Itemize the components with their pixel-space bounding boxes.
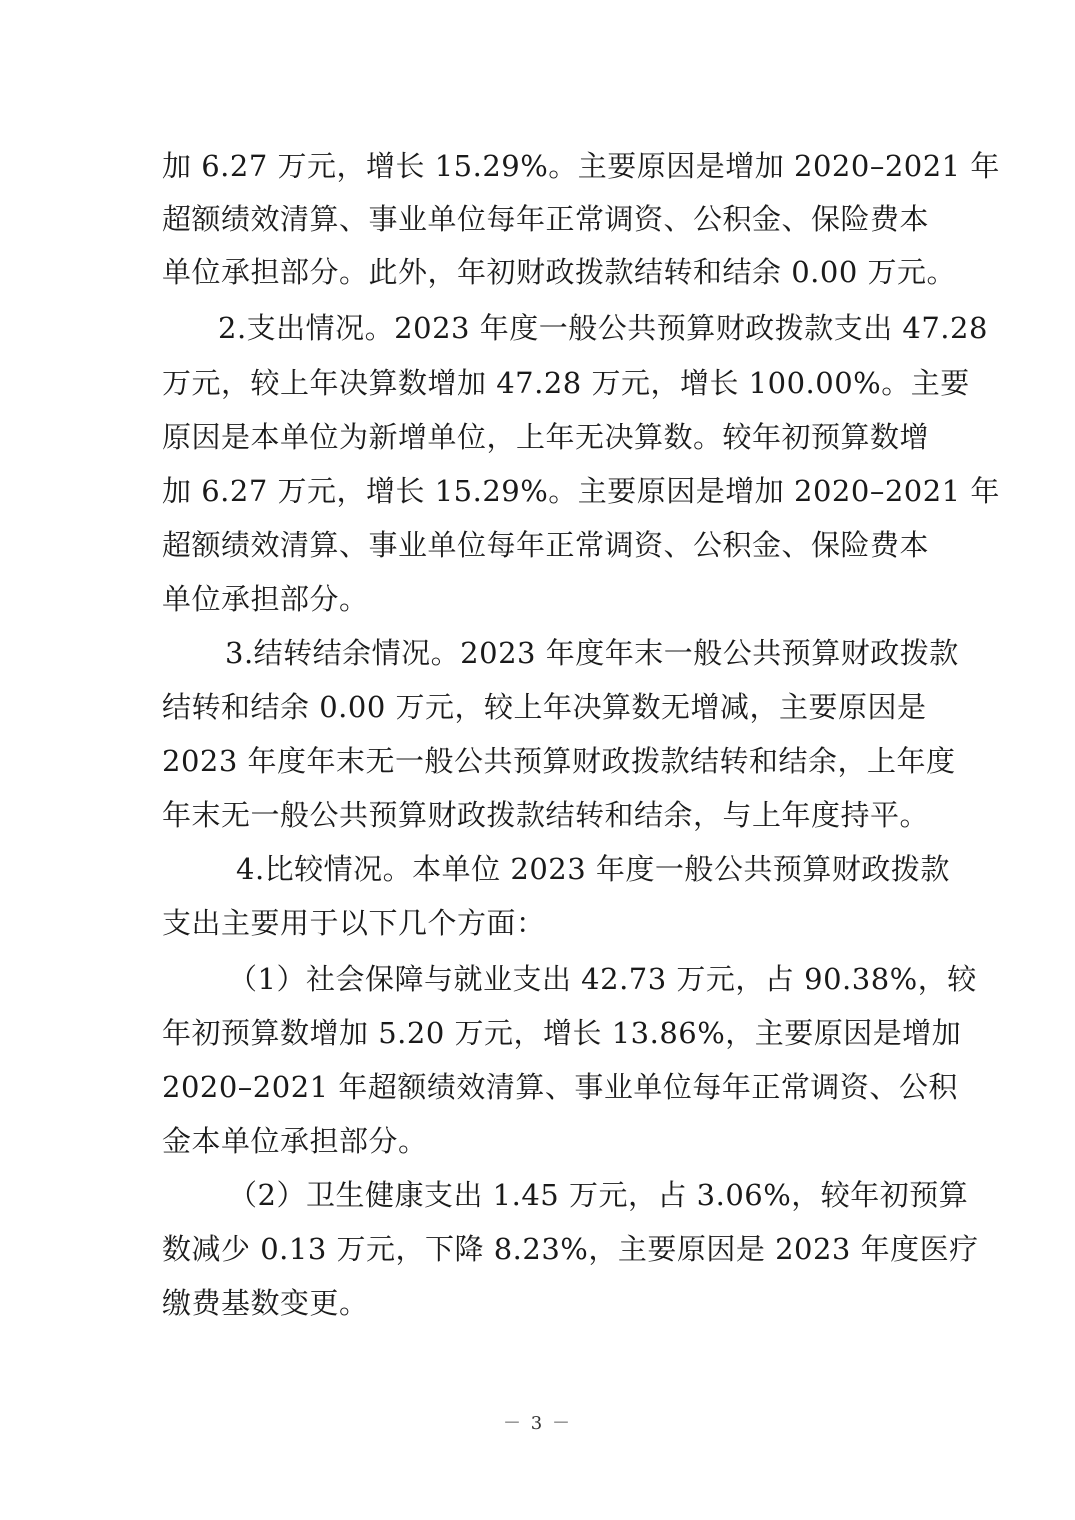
list-item-social-security: （1）社会保障与就业支出 42.73 万元，占 90.38%，较 xyxy=(228,962,977,996)
section-heading-carryover: 3.结转结余情况。2023 年度年末一般公共预算财政拨款 xyxy=(225,636,959,670)
section-heading-expenditure: 2.支出情况。2023 年度一般公共预算财政拨款支出 47.28 xyxy=(218,311,988,345)
body-line: 支出主要用于以下几个方面： xyxy=(162,906,546,940)
body-line: 金本单位承担部分。 xyxy=(162,1124,428,1158)
body-line: 数减少 0.13 万元，下降 8.23%，主要原因是 2023 年度医疗 xyxy=(162,1232,979,1266)
body-line: 加 6.27 万元，增长 15.29%。主要原因是增加 2020–2021 年 xyxy=(162,474,1000,508)
body-line: 缴费基数变更。 xyxy=(162,1286,369,1320)
body-line: 加 6.27 万元，增长 15.29%。主要原因是增加 2020–2021 年 xyxy=(162,149,1000,183)
body-line: 2023 年度年末无一般公共预算财政拨款结转和结余，上年度 xyxy=(162,744,956,778)
section-heading-comparison: 4.比较情况。本单位 2023 年度一般公共预算财政拨款 xyxy=(236,852,950,886)
body-line: 原因是本单位为新增单位，上年无决算数。较年初预算数增 xyxy=(162,420,930,454)
body-line: 结转和结余 0.00 万元，较上年决算数无增减，主要原因是 xyxy=(162,690,927,724)
body-line: 超额绩效清算、事业单位每年正常调资、公积金、保险费本 xyxy=(162,528,930,562)
body-line: 超额绩效清算、事业单位每年正常调资、公积金、保险费本 xyxy=(162,202,930,236)
body-line: 年初预算数增加 5.20 万元，增长 13.86%，主要原因是增加 xyxy=(162,1016,962,1050)
body-line: 单位承担部分。 xyxy=(162,582,369,616)
list-item-health: （2）卫生健康支出 1.45 万元，占 3.06%，较年初预算 xyxy=(228,1178,969,1212)
body-line: 2020–2021 年超额绩效清算、事业单位每年正常调资、公积 xyxy=(162,1070,958,1104)
page-number: － 3 － xyxy=(503,1413,572,1434)
body-line: 年末无一般公共预算财政拨款结转和结余，与上年度持平。 xyxy=(162,798,930,832)
body-line: 单位承担部分。此外，年初财政拨款结转和结余 0.00 万元。 xyxy=(162,255,957,289)
body-line: 万元，较上年决算数增加 47.28 万元，增长 100.00%。主要 xyxy=(162,366,970,400)
